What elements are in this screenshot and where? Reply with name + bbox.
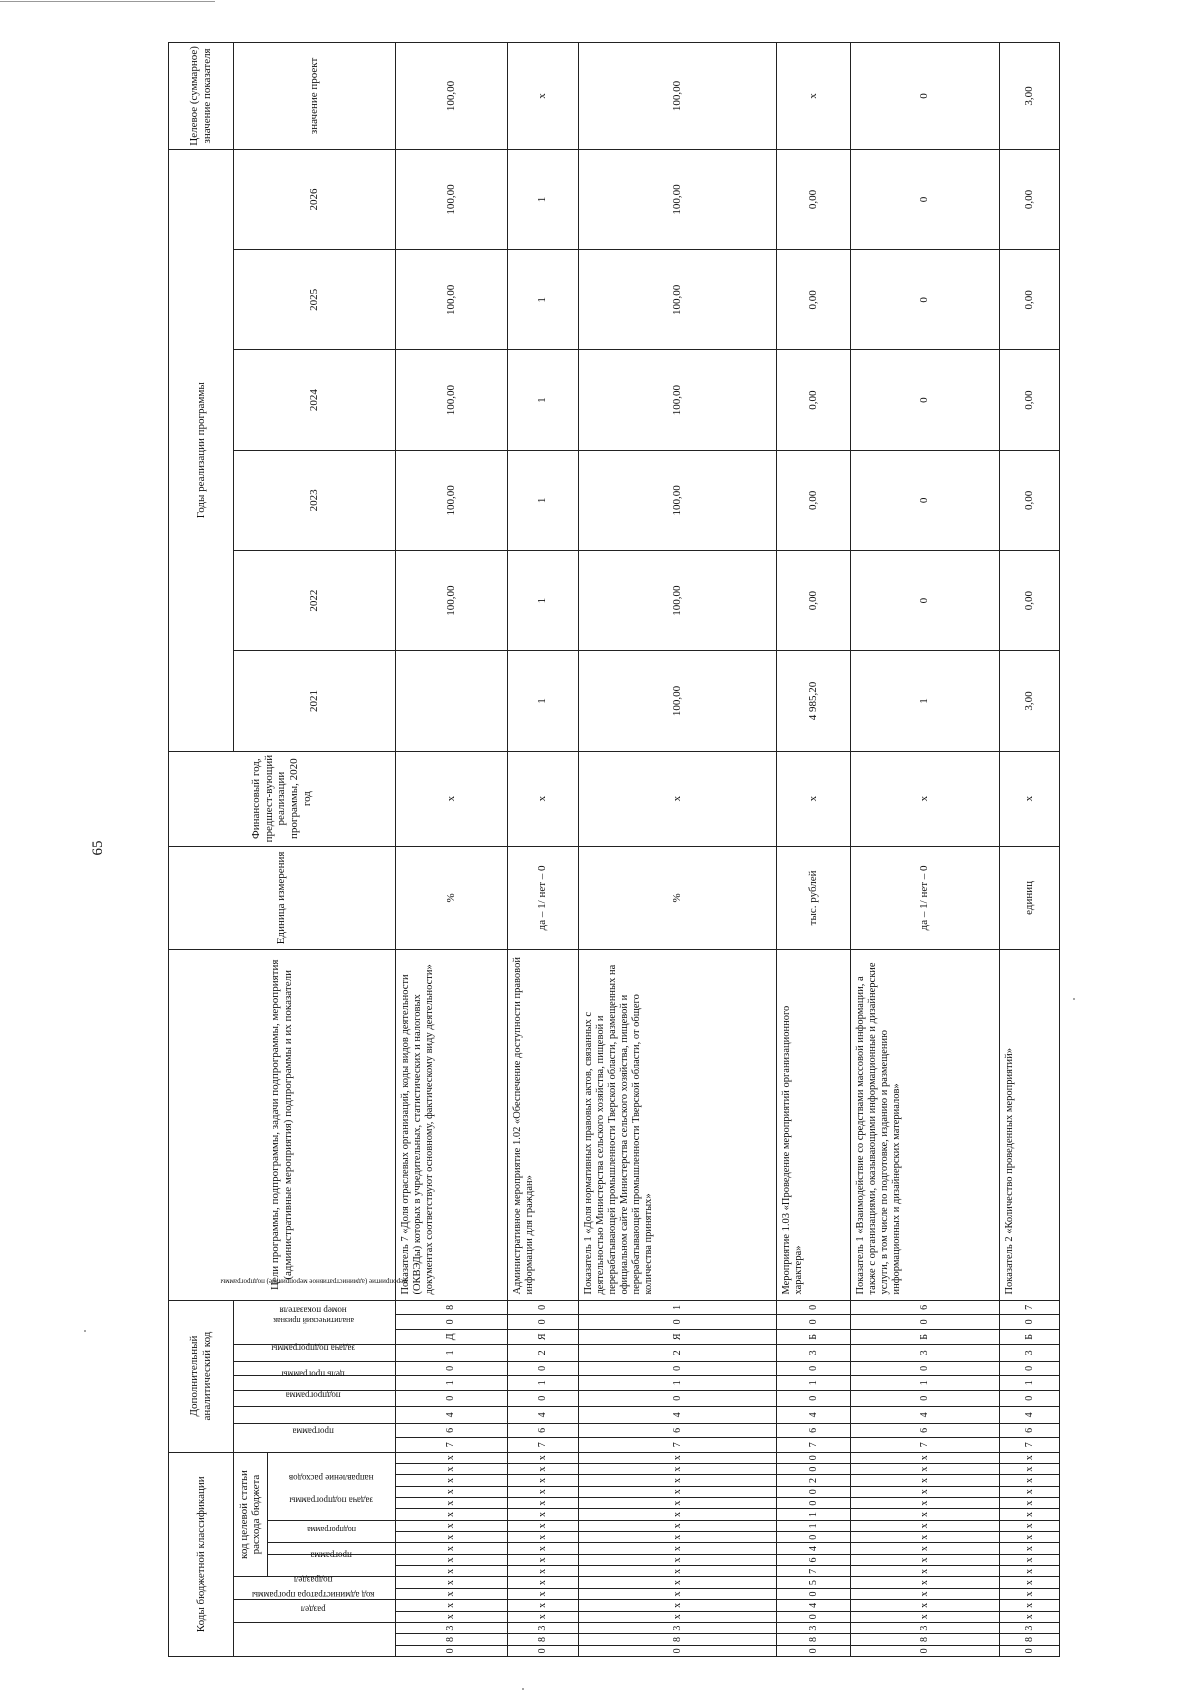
budget-code-cell: х: [507, 1452, 578, 1463]
budget-code-cell: х: [578, 1577, 776, 1588]
budget-code-cell: х: [999, 1532, 1059, 1543]
budget-code-cell: 8: [578, 1634, 776, 1645]
analytic-code-cell: 1: [999, 1376, 1059, 1390]
top-edge-line: [0, 1, 215, 2]
budget-code-cell: х: [850, 1600, 999, 1611]
budget-code-cell: х: [999, 1463, 1059, 1474]
budget-code-cell: х: [850, 1497, 999, 1508]
header-budget-codes: Коды бюджетной классификации: [169, 1452, 234, 1656]
budget-code-cell: х: [850, 1486, 999, 1497]
year-value-cell: 1: [507, 350, 578, 450]
analytic-code-cell: 0: [507, 1390, 578, 1407]
budget-code-cell: 3: [578, 1622, 776, 1633]
header-admin-code: код администратора программы: [233, 1622, 395, 1656]
budget-code-cell: х: [395, 1532, 507, 1543]
scan-speck: [1073, 998, 1075, 1000]
analytic-code-cell: 0: [395, 1315, 507, 1329]
year-value-cell: 0,00: [999, 551, 1059, 651]
budget-code-cell: х: [850, 1543, 999, 1554]
budget-code-cell: х: [578, 1588, 776, 1599]
year-value-cell: 0: [850, 450, 999, 550]
budget-code-cell: 0: [777, 1497, 850, 1508]
analytic-code-cell: 6: [850, 1300, 999, 1315]
budget-code-cell: х: [507, 1566, 578, 1577]
analytic-code-cell: 4: [850, 1407, 999, 1424]
budget-code-cell: х: [850, 1463, 999, 1474]
budget-code-cell: 0: [777, 1645, 850, 1656]
budget-code-cell: 1: [777, 1520, 850, 1531]
indicator-name: Показатель 1 «Взаимодействие со средствами массовой информации, а также с организациями, оказывающими информационные и дизайнерские услуги, в том числе по подготовке, изданию и размещению информационных и дизайнерских материалов»: [850, 950, 999, 1300]
budget-code-cell: 0: [395, 1645, 507, 1656]
table-row: [777, 43, 850, 1657]
analytic-code-cell: 0: [777, 1361, 850, 1375]
analytic-code-cell: 6: [850, 1423, 999, 1437]
indicator-name: Административное мероприятие 1.02 «Обеспечение доступности правовой информации для граждан»: [507, 950, 578, 1300]
budget-code-cell: х: [507, 1532, 578, 1543]
budget-code-cell: х: [507, 1600, 578, 1611]
year-value-cell: 100,00: [578, 551, 776, 651]
budget-code-cell: х: [578, 1486, 776, 1497]
budget-code-cell: х: [507, 1486, 578, 1497]
header-a-sign: аналитический признак: [233, 1345, 395, 1362]
analytic-code-cell: 1: [578, 1376, 776, 1390]
budget-code-cell: 4: [777, 1543, 850, 1554]
budget-code-cell: х: [578, 1520, 776, 1531]
header-unit: Единица измерения: [169, 846, 396, 949]
budget-code-cell: х: [395, 1543, 507, 1554]
budget-code-cell: х: [850, 1554, 999, 1565]
year-value-cell: 100,00: [578, 250, 776, 350]
budget-code-cell: х: [850, 1520, 999, 1531]
analytic-code-cell: Б: [999, 1329, 1059, 1345]
budget-code-cell: 5: [777, 1577, 850, 1588]
budget-code-cell: х: [578, 1509, 776, 1520]
analytic-code-cell: Д: [395, 1329, 507, 1345]
table-row: [850, 43, 999, 1657]
unit-cell: %: [395, 846, 507, 949]
budget-code-cell: х: [850, 1532, 999, 1543]
analytic-code-cell: 1: [507, 1376, 578, 1390]
table-row: [999, 43, 1059, 1657]
unit-cell: да – 1/ нет – 0: [507, 846, 578, 949]
indicator-name: Показатель 1 «Доля нормативных правовых актов, связанных с деятельностью Министерства сельского хозяйства, пищевой и перерабатывающей промышленности Тверской области, размещенных на официальном сайте Министерства сельского хозяйства, пищевой и перерабатывающей промышленности Тверской области, от общего количества принятых»: [578, 950, 776, 1300]
budget-code-cell: х: [395, 1554, 507, 1565]
budget-code-cell: х: [395, 1600, 507, 1611]
budget-code-cell: 8: [777, 1634, 850, 1645]
budget-code-cell: х: [578, 1475, 776, 1486]
table-body: [395, 43, 1059, 1657]
analytic-code-cell: Я: [578, 1329, 776, 1345]
year-value-cell: 1: [507, 551, 578, 651]
analytic-code-cell: 1: [777, 1376, 850, 1390]
header-section: раздел: [233, 1600, 395, 1623]
header-a-program: программа: [233, 1423, 395, 1452]
table-row: [507, 43, 578, 1657]
year-2024: 2024: [233, 350, 395, 450]
budget-code-cell: 1: [777, 1509, 850, 1520]
year-value-cell: 100,00: [395, 551, 507, 651]
year-value-cell: 0: [850, 350, 999, 450]
budget-code-cell: х: [507, 1554, 578, 1565]
analytic-code-cell: 1: [395, 1376, 507, 1390]
year-value-cell: 1: [507, 651, 578, 751]
program-indicators-table: [168, 42, 1060, 1657]
analytic-code-cell: Я: [507, 1329, 578, 1345]
analytic-code-cell: 0: [777, 1315, 850, 1329]
year-value-cell: 100,00: [578, 350, 776, 450]
budget-code-cell: х: [395, 1566, 507, 1577]
header-target: Целевое (суммарное) значение показателя: [169, 43, 234, 150]
budget-code-cell: х: [999, 1497, 1059, 1508]
budget-code-cell: х: [578, 1543, 776, 1554]
budget-code-cell: х: [578, 1452, 776, 1463]
analytic-code-cell: 6: [395, 1423, 507, 1437]
target-value-cell: 0: [850, 43, 999, 150]
budget-code-cell: 2: [777, 1475, 850, 1486]
analytic-code-cell: 0: [999, 1361, 1059, 1375]
header-target-article: код целевой статьи расхода бюджета: [233, 1452, 268, 1577]
year-value-cell: [395, 651, 507, 751]
budget-code-cell: х: [850, 1588, 999, 1599]
budget-code-cell: х: [395, 1475, 507, 1486]
analytic-code-cell: 0: [507, 1300, 578, 1315]
budget-code-cell: х: [395, 1463, 507, 1474]
budget-code-cell: х: [999, 1486, 1059, 1497]
budget-code-cell: 0: [578, 1645, 776, 1656]
year-value-cell: 100,00: [395, 350, 507, 450]
fin-year-cell: х: [850, 751, 999, 846]
analytic-code-cell: 3: [777, 1345, 850, 1362]
budget-code-cell: х: [578, 1463, 776, 1474]
analytic-code-cell: 3: [850, 1345, 999, 1362]
budget-code-cell: 3: [999, 1622, 1059, 1633]
budget-code-cell: х: [507, 1588, 578, 1599]
header-program: программа: [268, 1554, 395, 1577]
budget-code-cell: х: [578, 1566, 776, 1577]
analytic-code-cell: Б: [777, 1329, 850, 1345]
budget-code-cell: х: [850, 1566, 999, 1577]
budget-code-cell: х: [507, 1520, 578, 1531]
budget-code-cell: 0: [777, 1532, 850, 1543]
year-2021: 2021: [233, 651, 395, 751]
budget-code-cell: 3: [850, 1622, 999, 1633]
analytic-code-cell: 0: [999, 1315, 1059, 1329]
year-value-cell: 4 985,20: [777, 651, 850, 751]
budget-code-cell: х: [578, 1554, 776, 1565]
header-subsection: подраздел: [233, 1577, 395, 1600]
budget-code-cell: 8: [999, 1634, 1059, 1645]
indicator-name: Мероприятие 1.03 «Проведение мероприятий организационного характера»: [777, 950, 850, 1300]
year-value-cell: 0,00: [777, 149, 850, 249]
budget-code-cell: 3: [507, 1622, 578, 1633]
scan-speck: [84, 1330, 86, 1332]
budget-code-cell: х: [395, 1588, 507, 1599]
indicator-name: Показатель 7 «Доля отраслевых организаций, коды видов деятельности (ОКВЭДы) которых в учредительных, статистических и налоговых документах соответствуют основному, фактическому виду деятельности»: [395, 950, 507, 1300]
year-value-cell: 0: [850, 250, 999, 350]
year-value-cell: 1: [507, 149, 578, 249]
unit-cell: единиц: [999, 846, 1059, 949]
header-subprogram-task: задача подпрограммы: [268, 1520, 395, 1543]
rotated-table-area: [168, 42, 1060, 1657]
budget-code-cell: х: [999, 1577, 1059, 1588]
year-value-cell: 0,00: [999, 350, 1059, 450]
analytic-code-cell: 7: [395, 1438, 507, 1452]
fin-year-cell: х: [578, 751, 776, 846]
budget-code-cell: х: [395, 1497, 507, 1508]
budget-code-cell: х: [850, 1577, 999, 1588]
target-value-cell: х: [507, 43, 578, 150]
unit-cell: %: [578, 846, 776, 949]
analytic-code-cell: 0: [578, 1315, 776, 1329]
budget-code-cell: х: [395, 1509, 507, 1520]
analytic-code-cell: 7: [777, 1438, 850, 1452]
analytic-code-cell: 4: [507, 1407, 578, 1424]
year-value-cell: 0,00: [999, 250, 1059, 350]
header-a-goal: цель программы: [233, 1390, 395, 1407]
analytic-code-cell: 0: [850, 1315, 999, 1329]
budget-code-cell: х: [999, 1588, 1059, 1599]
budget-code-cell: 0: [777, 1486, 850, 1497]
year-value-cell: 100,00: [395, 250, 507, 350]
analytic-code-cell: 6: [999, 1423, 1059, 1437]
fin-year-cell: х: [777, 751, 850, 846]
budget-code-cell: 8: [395, 1634, 507, 1645]
year-2025: 2025: [233, 250, 395, 350]
header-a-task: задача подпрограммы: [233, 1376, 395, 1390]
header-subprogram: подпрограмма: [268, 1543, 395, 1554]
fin-year-cell: х: [507, 751, 578, 846]
target-value-cell: 100,00: [395, 43, 507, 150]
budget-code-cell: х: [507, 1497, 578, 1508]
header-expense-direction: направление расходов: [268, 1452, 395, 1520]
budget-code-cell: 3: [777, 1622, 850, 1633]
budget-code-cell: х: [395, 1611, 507, 1622]
budget-code-cell: х: [999, 1554, 1059, 1565]
analytic-code-cell: 7: [850, 1438, 999, 1452]
analytic-code-cell: 0: [395, 1390, 507, 1407]
budget-code-cell: х: [850, 1475, 999, 1486]
analytic-code-cell: 6: [578, 1423, 776, 1437]
budget-code-cell: х: [578, 1611, 776, 1622]
year-value-cell: 100,00: [578, 450, 776, 550]
year-value-cell: 0,00: [999, 450, 1059, 550]
year-value-cell: 100,00: [578, 651, 776, 751]
analytic-code-cell: 0: [850, 1361, 999, 1375]
table-row: [395, 43, 507, 1657]
header-a-subprogram: подпрограмма: [233, 1407, 395, 1424]
year-value-cell: 0,00: [777, 350, 850, 450]
unit-cell: тыс. рублей: [777, 846, 850, 949]
analytic-code-cell: Б: [850, 1329, 999, 1345]
budget-code-cell: 6: [777, 1554, 850, 1565]
table-frame: [168, 42, 1060, 1657]
analytic-code-cell: 4: [777, 1407, 850, 1424]
budget-code-cell: х: [507, 1543, 578, 1554]
budget-code-cell: 4: [777, 1600, 850, 1611]
budget-code-cell: х: [395, 1452, 507, 1463]
analytic-code-cell: 3: [999, 1345, 1059, 1362]
unit-cell: да – 1/ нет – 0: [850, 846, 999, 949]
budget-code-cell: х: [507, 1475, 578, 1486]
budget-code-cell: х: [578, 1600, 776, 1611]
year-value-cell: 100,00: [578, 149, 776, 249]
budget-code-cell: х: [999, 1543, 1059, 1554]
budget-code-cell: х: [507, 1577, 578, 1588]
budget-code-cell: 0: [777, 1463, 850, 1474]
scan-speck: [522, 1688, 524, 1690]
year-value-cell: 0,00: [777, 450, 850, 550]
analytic-code-cell: 0: [507, 1315, 578, 1329]
analytic-code-cell: 6: [507, 1423, 578, 1437]
analytic-code-cell: 0: [578, 1361, 776, 1375]
year-value-cell: 0,00: [999, 149, 1059, 249]
header-a-indicator: номер показателя: [233, 1300, 395, 1345]
analytic-code-cell: 4: [395, 1407, 507, 1424]
header-a-event: мероприятие (административное мероприятие) подпрограммы: [233, 1361, 395, 1375]
analytic-code-cell: 7: [999, 1300, 1059, 1315]
page-number: 65: [90, 840, 106, 856]
header-target-value: значение проект: [233, 43, 395, 150]
year-value-cell: 1: [850, 651, 999, 751]
budget-code-cell: х: [507, 1463, 578, 1474]
budget-code-cell: х: [578, 1497, 776, 1508]
budget-code-cell: х: [850, 1452, 999, 1463]
analytic-code-cell: 1: [850, 1376, 999, 1390]
year-value-cell: 0: [850, 149, 999, 249]
budget-code-cell: х: [999, 1509, 1059, 1520]
analytic-code-cell: 7: [999, 1438, 1059, 1452]
header-goals: Цели программы, подпрограммы, задачи подпрограммы, мероприятия (административные мероприятия) подпрограммы и их показатели: [169, 950, 396, 1300]
budget-code-cell: х: [395, 1486, 507, 1497]
year-value-cell: 0: [850, 551, 999, 651]
analytic-code-cell: 7: [507, 1438, 578, 1452]
budget-code-cell: х: [999, 1520, 1059, 1531]
analytic-code-cell: 0: [578, 1390, 776, 1407]
fin-year-cell: х: [999, 751, 1059, 846]
budget-code-cell: 0: [850, 1645, 999, 1656]
analytic-code-cell: 7: [578, 1438, 776, 1452]
budget-code-cell: х: [395, 1520, 507, 1531]
year-value-cell: 100,00: [395, 450, 507, 550]
budget-code-cell: х: [999, 1611, 1059, 1622]
indicator-name: Показатель 2 «Количество проведенных мероприятий»: [999, 950, 1059, 1300]
year-value-cell: 0,00: [777, 551, 850, 651]
budget-code-cell: х: [507, 1611, 578, 1622]
budget-code-cell: 0: [507, 1645, 578, 1656]
analytic-code-cell: 0: [507, 1361, 578, 1375]
year-value-cell: 100,00: [395, 149, 507, 249]
header-analytic-code: Дополнительный аналитический код: [169, 1300, 234, 1452]
analytic-code-cell: 2: [578, 1345, 776, 1362]
budget-code-cell: 0: [999, 1645, 1059, 1656]
target-value-cell: 100,00: [578, 43, 776, 150]
budget-code-cell: х: [999, 1566, 1059, 1577]
budget-code-cell: х: [999, 1452, 1059, 1463]
year-2022: 2022: [233, 551, 395, 651]
analytic-code-cell: 4: [999, 1407, 1059, 1424]
analytic-code-cell: 1: [395, 1345, 507, 1362]
budget-code-cell: 0: [777, 1452, 850, 1463]
header-fin-year: Финансовый год, предшест-вующий реализации программы, 2020 год: [169, 751, 396, 846]
table-row: [578, 43, 776, 1657]
budget-code-cell: х: [999, 1600, 1059, 1611]
analytic-code-cell: 4: [578, 1407, 776, 1424]
analytic-code-cell: 8: [395, 1300, 507, 1315]
budget-code-cell: х: [507, 1509, 578, 1520]
analytic-code-cell: 1: [578, 1300, 776, 1315]
analytic-code-cell: 6: [777, 1423, 850, 1437]
fin-year-cell: х: [395, 751, 507, 846]
year-2023: 2023: [233, 450, 395, 550]
analytic-code-cell: 0: [777, 1300, 850, 1315]
budget-code-cell: 0: [777, 1611, 850, 1622]
year-2026: 2026: [233, 149, 395, 249]
budget-code-cell: х: [578, 1532, 776, 1543]
budget-code-cell: х: [850, 1611, 999, 1622]
budget-code-cell: х: [999, 1475, 1059, 1486]
budget-code-cell: 8: [850, 1634, 999, 1645]
analytic-code-cell: 2: [507, 1345, 578, 1362]
budget-code-cell: х: [395, 1577, 507, 1588]
year-value-cell: 1: [507, 450, 578, 550]
year-value-cell: 0,00: [777, 250, 850, 350]
budget-code-cell: 8: [507, 1634, 578, 1645]
analytic-code-cell: 0: [777, 1390, 850, 1407]
year-value-cell: 3,00: [999, 651, 1059, 751]
analytic-code-cell: 0: [850, 1390, 999, 1407]
budget-code-cell: х: [850, 1509, 999, 1520]
budget-code-cell: 7: [777, 1566, 850, 1577]
year-value-cell: 1: [507, 250, 578, 350]
budget-code-cell: 0: [777, 1588, 850, 1599]
header-years: Годы реализации программы: [169, 149, 234, 751]
analytic-code-cell: 0: [395, 1361, 507, 1375]
budget-code-cell: 3: [395, 1622, 507, 1633]
target-value-cell: х: [777, 43, 850, 150]
target-value-cell: 3,00: [999, 43, 1059, 150]
analytic-code-cell: 0: [999, 1390, 1059, 1407]
